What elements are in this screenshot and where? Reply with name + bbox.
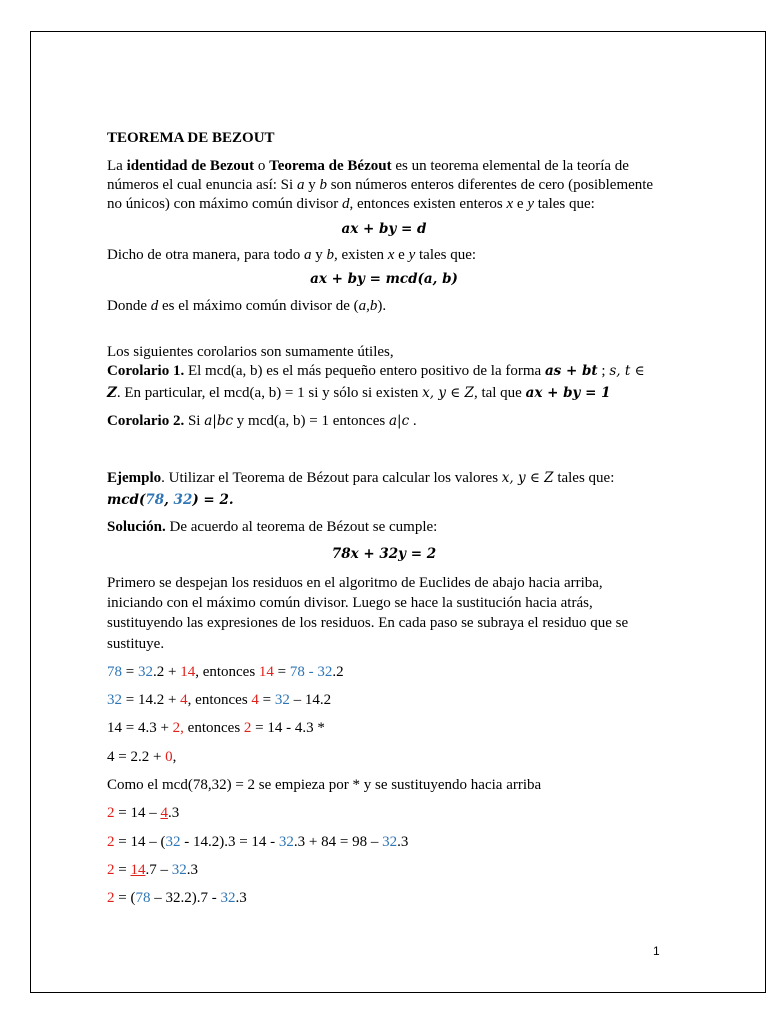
step-part: 32 bbox=[171, 862, 187, 878]
text: , tal que bbox=[473, 385, 526, 401]
step-part: , entonces bbox=[187, 692, 252, 708]
text: ; bbox=[597, 363, 610, 379]
sub-line-1 bbox=[107, 804, 179, 823]
step-part: = 14 – ( bbox=[114, 834, 166, 850]
step-part: = 14 - 4.3 * bbox=[251, 720, 325, 736]
step-part: 78 - 32 bbox=[289, 664, 333, 680]
step-part: – 14.2 bbox=[289, 692, 332, 708]
math: a|bc bbox=[204, 413, 234, 429]
step-part: .3 bbox=[235, 890, 247, 906]
text: existen bbox=[337, 247, 388, 263]
text: tales que: bbox=[553, 470, 615, 486]
intro-line-2 bbox=[107, 176, 653, 195]
step-part: .2 bbox=[332, 664, 344, 680]
step-part: 14 bbox=[180, 664, 196, 680]
corolario-1-line-1 bbox=[107, 362, 645, 381]
text: es un teorema elemental de la teoría de bbox=[391, 158, 629, 174]
text: no únicos) con máximo común divisor bbox=[107, 196, 342, 212]
step-line-2 bbox=[107, 691, 331, 710]
step-part: 0 bbox=[165, 749, 173, 765]
sub-line-3 bbox=[107, 861, 198, 880]
var-a: a bbox=[304, 247, 312, 263]
step-part: 32 bbox=[382, 834, 398, 850]
text: tales que: bbox=[534, 196, 595, 212]
text: . En particular, el mcd(a, b) = 1 si y sólo si existen bbox=[116, 385, 423, 401]
step-part: 78 bbox=[107, 664, 122, 680]
corolario-1-line-2 bbox=[107, 384, 611, 403]
step-part: , bbox=[172, 749, 177, 765]
step-part: .2 + bbox=[152, 664, 181, 680]
math: a|c bbox=[388, 413, 410, 429]
step-part: = bbox=[114, 862, 131, 878]
step-part: 32 bbox=[165, 834, 181, 850]
step-part: - 14.2).3 = 14 - bbox=[180, 834, 279, 850]
text: es el máximo común divisor de ( bbox=[158, 298, 359, 314]
text: . Utilizar el Teorema de Bézout para calcular los valores bbox=[161, 470, 502, 486]
step-part: 32 bbox=[137, 664, 153, 680]
var-x: x bbox=[387, 247, 395, 263]
var-b: b, bbox=[326, 247, 338, 263]
step-part: .3 bbox=[167, 805, 180, 821]
var-b: b bbox=[319, 177, 327, 193]
explicacion-line: sustituyendo las expresiones de los residuos. En cada paso se subraya el residuo que se bbox=[107, 615, 629, 631]
equation-text: ax + by = d bbox=[341, 221, 427, 237]
text: ). bbox=[377, 298, 387, 314]
document-title: TEOREMA DE BEZOUT bbox=[107, 130, 275, 146]
equation-text: 78x + 32y = 2 bbox=[331, 546, 437, 562]
step-line-1 bbox=[107, 663, 344, 682]
math: Z bbox=[107, 385, 117, 401]
step-part: 14 bbox=[258, 664, 274, 680]
underlined-residue: 14 bbox=[130, 862, 146, 878]
math: s, t ∈ bbox=[609, 363, 645, 379]
term-teorema: Teorema de Bézout bbox=[269, 158, 392, 174]
text: y mcd(a, b) = 1 entonces bbox=[233, 413, 389, 429]
text: De acuerdo al teorema de Bézout se cumple: bbox=[165, 519, 438, 535]
corolario-2-label: Corolario 2. bbox=[107, 413, 185, 429]
math: ax + by = 1 bbox=[525, 385, 611, 401]
var-y: y bbox=[527, 196, 535, 212]
solucion-label: Solución. bbox=[107, 519, 166, 535]
text: Donde bbox=[107, 298, 151, 314]
step-part: = bbox=[258, 692, 275, 708]
donde-line bbox=[107, 297, 386, 316]
step-part: = 14 – bbox=[114, 805, 161, 821]
corolario-2 bbox=[107, 412, 417, 431]
var-d: d bbox=[150, 298, 159, 314]
math: , bbox=[164, 492, 174, 508]
step-part: 2 bbox=[107, 862, 115, 878]
equation-2 bbox=[0, 271, 768, 288]
var-a: a bbox=[296, 177, 305, 193]
var-x: x bbox=[506, 196, 514, 212]
step-part: = ( bbox=[114, 890, 136, 906]
step-part: = 14.2 + bbox=[122, 692, 181, 708]
step-part: entonces bbox=[183, 720, 244, 736]
equation-3 bbox=[0, 546, 768, 563]
text: Si bbox=[184, 413, 205, 429]
math: mcd( bbox=[107, 492, 146, 508]
math: ) = 2. bbox=[192, 492, 234, 508]
sub-line-2 bbox=[107, 833, 408, 852]
corolarios-intro: Los siguientes corolarios son sumamente útiles, bbox=[107, 344, 394, 360]
step-part: 2 bbox=[243, 720, 252, 736]
text: . bbox=[409, 413, 417, 429]
step-part: .3 + 84 = 98 – bbox=[293, 834, 383, 850]
step-part: – 32.2).7 - bbox=[150, 890, 221, 906]
underlined-residue: 4 bbox=[160, 805, 168, 821]
text: , entonces existen enteros bbox=[349, 196, 507, 212]
ejemplo-line-2 bbox=[107, 491, 234, 510]
step-part: 32 bbox=[220, 890, 236, 906]
ejemplo-line-1 bbox=[107, 469, 614, 488]
step-part: .7 – bbox=[145, 862, 172, 878]
step-part: 32 bbox=[107, 692, 122, 708]
var-ab: a,b bbox=[358, 298, 378, 314]
text: o bbox=[254, 158, 270, 174]
text: y bbox=[304, 177, 320, 193]
term-identidad: identidad de Bezout bbox=[126, 158, 255, 174]
text: Dicho de otra manera, para todo bbox=[107, 247, 304, 263]
var-y: y bbox=[408, 247, 416, 263]
intro-line-1 bbox=[107, 157, 629, 176]
intro-line-3 bbox=[107, 195, 595, 214]
math-number: 32 bbox=[173, 492, 193, 508]
step-line-4 bbox=[107, 748, 176, 767]
text: y bbox=[311, 247, 327, 263]
step-part: 4 bbox=[251, 692, 259, 708]
equation-text: ax + by = mcd(a, b) bbox=[310, 271, 458, 287]
text: e bbox=[513, 196, 528, 212]
text: El mcd(a, b) es el más pequeño entero positivo de la forma bbox=[184, 363, 545, 379]
step-part: .3 bbox=[397, 834, 409, 850]
step-part: 4 = 2.2 + bbox=[107, 749, 166, 765]
step-part: 14 = 4.3 + bbox=[107, 720, 173, 736]
text: números el cual enuncia así: Si bbox=[107, 177, 297, 193]
step-part: 2 bbox=[107, 805, 115, 821]
text: La bbox=[107, 158, 127, 174]
explicacion-line: iniciando con el máximo común divisor. Luego se hace la sustitución hacia atrás, bbox=[107, 595, 593, 611]
page-number: 1 bbox=[653, 944, 660, 958]
step-part: = bbox=[122, 664, 138, 680]
step-part: 2 bbox=[107, 834, 115, 850]
dicho-line bbox=[107, 246, 476, 265]
como-line: Como el mcd(78,32) = 2 se empieza por * y se sustituyendo hacia arriba bbox=[107, 777, 542, 793]
step-part: 4 bbox=[180, 692, 188, 708]
step-part: 78 bbox=[135, 890, 151, 906]
corolario-1-label: Corolario 1. bbox=[107, 363, 185, 379]
step-part: 2, bbox=[172, 720, 184, 736]
math: as + bt bbox=[544, 363, 598, 379]
math: x, y ∈ Z bbox=[501, 470, 554, 486]
step-line-3 bbox=[107, 719, 325, 738]
math: x, y ∈ Z bbox=[422, 385, 474, 401]
ejemplo-label: Ejemplo bbox=[107, 470, 162, 486]
text: son números enteros diferentes de cero (posiblemente bbox=[326, 177, 654, 193]
solucion-line bbox=[107, 518, 437, 537]
explicacion-line: Primero se despejan los residuos en el algoritmo de Euclides de abajo hacia arriba, bbox=[107, 575, 603, 591]
sub-line-4 bbox=[107, 889, 247, 908]
text: e bbox=[394, 247, 409, 263]
step-part: 32 bbox=[278, 834, 294, 850]
step-part: 2 bbox=[107, 890, 115, 906]
step-part: 32 bbox=[274, 692, 290, 708]
explicacion-line: sustituye. bbox=[107, 636, 165, 652]
math-number: 78 bbox=[145, 492, 165, 508]
step-part: , entonces bbox=[195, 664, 259, 680]
text: tales que: bbox=[415, 247, 477, 263]
equation-1 bbox=[0, 221, 768, 238]
step-part: = bbox=[273, 664, 290, 680]
step-part: .3 bbox=[186, 862, 198, 878]
var-d: d bbox=[341, 196, 350, 212]
